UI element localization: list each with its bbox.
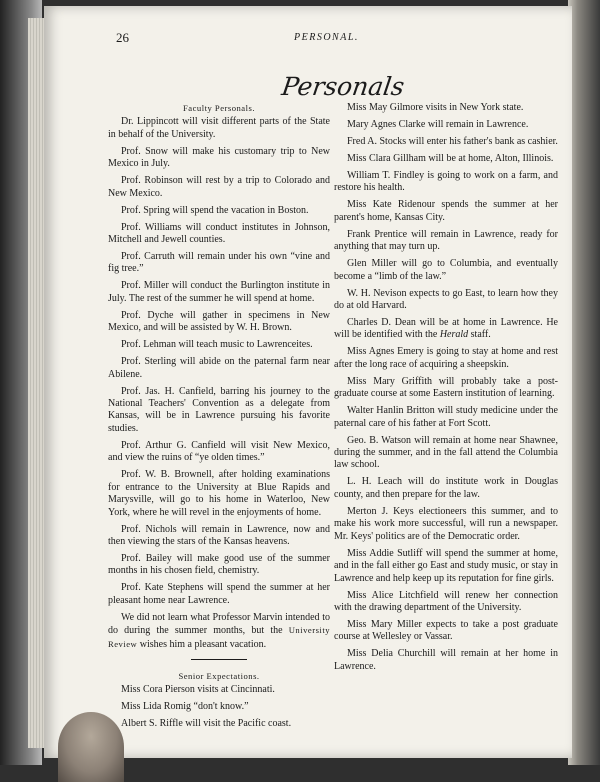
faculty-item: Prof. Arthur G. Canfield will visit New Mexico, and view the ruins of “ye olden times.” [108, 439, 330, 464]
faculty-list [108, 116, 330, 651]
faculty-item: Prof. Jas. H. Canfield, barring his journey to the National Teachers' Convention as a delegate from Kansas, will be in Lawrence pursuing his favorite studies. [108, 385, 330, 434]
faculty-item: Prof. Bailey will make good use of the summer months in his chosen field, chemistry. [108, 552, 330, 577]
senior-item: Walter Hanlin Britton will study medicine under the paternal care of his father at Fort Scott. [334, 405, 558, 429]
herald-name: Herald [439, 329, 469, 341]
left-column [108, 102, 330, 735]
review-name: University Review [108, 625, 330, 649]
book-page [44, 6, 572, 758]
senior-item: Miss Alice Litchfield will renew her connection with the drawing department of the University. [334, 589, 558, 613]
faculty-item: Dr. Lippincott will visit different parts of the State in behalf of the University. [108, 116, 330, 140]
faculty-heading: Faculty Personals. [182, 103, 255, 113]
thumb [58, 712, 124, 782]
senior-item: Miss Addie Sutliff will spend the summer at home, and in the fall either go East and study music, or stay in Lawrence and help keep up its reputation for fine girls. [334, 547, 558, 584]
senior-item: Fred A. Stocks will enter his father's bank as cashier. [347, 136, 558, 147]
senior-item: Glen Miller will go to Columbia, and eventually become a “limb of the law.” [334, 258, 558, 282]
running-head: PERSONAL. [294, 32, 359, 43]
faculty-item: Prof. Lehman will teach music to Lawrenceites. [121, 339, 313, 351]
faculty-item: Prof. Snow will make his customary trip to New Mexico in July. [108, 145, 330, 170]
senior-item: Mary Agnes Clarke will remain in Lawrence. [347, 119, 529, 130]
senior-item: Miss May Gilmore visits in New York state. [347, 102, 524, 113]
faculty-item: Prof. W. B. Brownell, after holding examinations for entrance to the University at Blue Rapids and Marysville, will go to his home in Waterloo, New York, where he will revel in the enjoyments of home. [108, 469, 330, 518]
senior-item: Miss Cora Pierson visits at Cincinnati. [121, 684, 275, 696]
senior-list [108, 684, 330, 730]
right-column [334, 102, 558, 678]
senior-heading: Senior Expectations. [178, 670, 260, 681]
senior-item-dean: Charles D. Dean will be at home in Lawrence. He will be identified with the Herald staff. [334, 317, 558, 341]
senior-item: Miss Kate Ridenour spends the summer at her parent's home, Kansas City. [334, 199, 558, 223]
faculty-item: Prof. Nichols will remain in Lawrence, now and then viewing the stars of the Kansas heavens. [108, 523, 330, 547]
senior-item: Miss Mary Miller expects to take a post graduate course at Wellesley or Vassar. [334, 618, 558, 643]
faculty-item: Prof. Dyche will gather in specimens in New Mexico, and will be assisted by W. H. Brown. [108, 309, 330, 334]
senior-item: Miss Clara Gillham will be at home, Alton, Illinois. [347, 153, 554, 164]
section-divider [191, 659, 247, 660]
senior-item: Frank Prentice will remain in Lawrence, ready for anything that may turn up. [334, 228, 558, 253]
faculty-item: Prof. Miller will conduct the Burlington institute in July. The rest of the summer he will spend at home. [108, 280, 330, 304]
faculty-item: Prof. Spring will spend the vacation in Boston. [121, 204, 309, 216]
faculty-item: Prof. Kate Stephens will spend the summer at her pleasant home near Lawrence. [108, 582, 330, 606]
senior-item: William T. Findley is going to work on a farm, and restore his health. [334, 170, 558, 194]
page-number: 26 [116, 30, 129, 45]
faculty-item: Prof. Carruth will remain under his own “vine and fig tree.” [108, 251, 330, 275]
faculty-item: Prof. Robinson will rest by a trip to Colorado and New Mexico. [108, 175, 330, 199]
senior-item: W. H. Nevison expects to go East, to learn how they do at old Harvard. [334, 287, 558, 312]
senior-item: L. H. Leach will do institute work in Douglas county, and then prepare for the law. [334, 476, 558, 500]
senior-item: Miss Delia Churchill will remain at her home in Lawrence. [334, 648, 558, 672]
faculty-item-marvin: We did not learn what Professor Marvin intended to do during the summer months, but the University Review wishes him a pleasant vacation. [108, 611, 330, 650]
faculty-item: Prof. Williams will conduct institutes in Johnson, Mitchell and Jewell counties. [108, 221, 330, 246]
senior-item: Merton J. Keys electioneers this summer, and to make his work more successful, will run a newspaper. Mr. Keys' politics are of the Democratic order. [334, 505, 558, 542]
book-binding-right [568, 0, 600, 765]
senior-item: Miss Lida Romig “don't know.” [121, 701, 249, 713]
senior-item: Albert S. Riffle will visit the Pacific coast. [121, 718, 292, 730]
senior-item: Miss Mary Griffith will probably take a post-graduate course at some Eastern institution of learning. [334, 375, 558, 400]
section-title: Personals [279, 72, 407, 101]
senior-item: Miss Agnes Emery is going to stay at home and rest after the long race of acquiring a sheepskin. [334, 346, 558, 370]
faculty-item: Prof. Sterling will abide on the paternal farm near Abilene. [108, 356, 330, 380]
senior-item: Geo. B. Watson will remain at home near Shawnee, during the summer, and in the fall attend the Columbia law school. [334, 434, 558, 471]
